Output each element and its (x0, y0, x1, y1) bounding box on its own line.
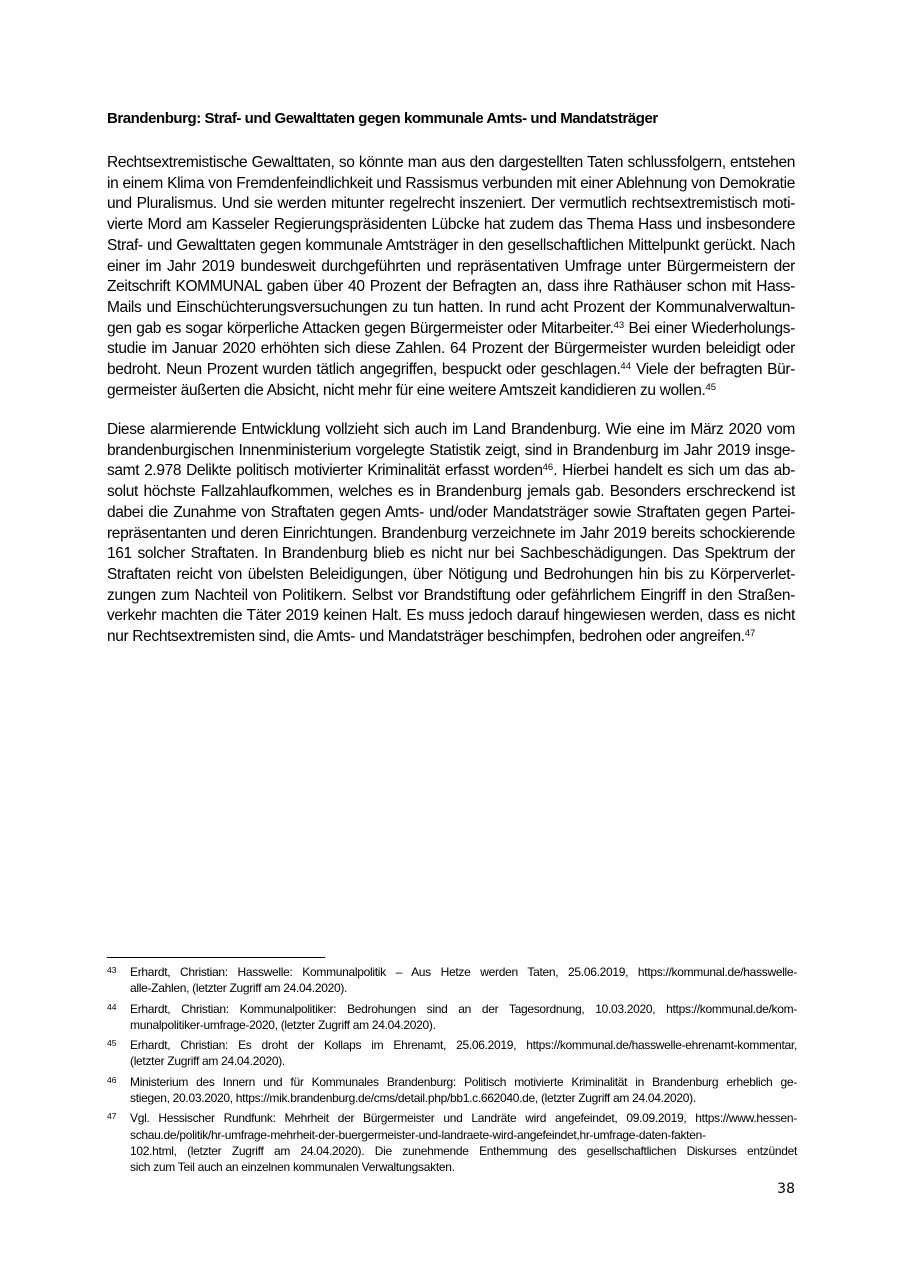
page-number: 38 (777, 1181, 795, 1197)
footnote-number: 45 (107, 1038, 117, 1049)
footnote-line: Ministerium des Innern und für Kommunales Brandenburg: Politisch motivierte Kriminalität in Brandenburg erheblich ge- (130, 1074, 797, 1089)
paragraph-line: repräsentanten und deren Einrichtungen. Brandenburg verzeichnete im Jahr 2019 bereits schockierende (107, 524, 795, 542)
footnote-text (130, 1110, 797, 1175)
footnote-line: 102.html, (letzter Zugriff am 24.04.2020). Die zunehmende Enthemmung des gesellschaftlichen Diskurses entzündet (130, 1143, 797, 1158)
footnote-line: Erhardt, Christian: Hasswelle: Kommunalpolitik – Aus Hetze werden Taten, 25.06.2019, https://kommunal.de/hasswelle- (130, 965, 797, 979)
paragraph-2 (107, 420, 795, 648)
footnote-ref-46[interactable]: 46 (542, 462, 554, 474)
paragraph-line: einer im Jahr 2019 bundesweit durchgeführten und repräsentativen Umfrage unter Bürgermeistern der (107, 257, 795, 275)
paragraph-line (107, 360, 795, 381)
paragraph-line: Straftaten reicht von übelsten Beleidigungen, über Nötigung und Bedrohungen hin bis zu Körperverlet- (107, 565, 795, 583)
text-run: Viele der befragten Bür- (631, 361, 795, 379)
footnote-text (130, 964, 797, 997)
footnote-text (130, 1074, 797, 1107)
paragraph-line: dabei die Zunahme von Straftaten gegen Amts- und/oder Mandatsträger sowie Straftaten gegen Partei- (107, 503, 795, 521)
paragraph-line: und Pluralismus. Und sie werden mitunter regelrecht inszeniert. Der vermutlich rechtsextremistisch moti- (107, 195, 795, 213)
footnote-number: 44 (107, 1001, 117, 1012)
text-run: germeister äußerten die Absicht, nicht mehr für eine weitere Amtszeit kandidieren zu wollen. (107, 381, 706, 399)
footnote-ref-45[interactable]: 45 (705, 381, 717, 393)
footnote-line: schau.de/politik/hr-umfrage-mehrheit-der-buergermeister-und-landraete-wird-angefeindet,hr-umfrage-daten-fakten- (130, 1127, 706, 1142)
footnote-text (130, 1037, 797, 1070)
paragraph-line (107, 319, 795, 340)
paragraph-line: in einem Klima von Fremdenfeindlichkeit und Rassismus verbunden mit einer Ablehnung von Demokratie (107, 174, 795, 192)
footnote-line: alle-Zahlen, (letzter Zugriff am 24.04.2020). (130, 981, 348, 996)
footnotes (107, 964, 797, 1180)
footnote-number: 47 (107, 1111, 117, 1122)
footnote-line: sich zum Teil auch an einzelnen kommunalen Verwaltungsakten. (130, 1160, 455, 1175)
text-run: bedroht. Neun Prozent wurden tätlich angegriffen, bespuckt oder geschlagen. (107, 361, 621, 379)
paragraph-line: Mails und Einschüchterungsversuchungen zu tun hatten. In rund acht Prozent der Kommunalverwaltun- (107, 298, 795, 316)
paragraph-1 (107, 153, 795, 401)
text-run: gen gab es sogar körperliche Attacken gegen Bürgermeister oder Mitarbeiter. (107, 319, 614, 337)
footnote-number: 43 (107, 965, 117, 975)
paragraph-line: Straf- und Gewalttaten gegen kommunale Amtsträger in den gesellschaftlichen Mittelpunkt gerückt. Nach (107, 236, 795, 254)
paragraph-line (107, 381, 795, 402)
text-run: Bei einer Wiederholungs- (624, 319, 795, 337)
footnote-line: munalpolitiker-umfrage-2020, (letzter Zugriff am 24.04.2020). (130, 1017, 436, 1032)
footnote-44 (107, 1001, 797, 1034)
paragraph-line: zungen zum Nachteil von Politikern. Selbst vor Brandstiftung oder gefährlichem Eingriff in den Straßen- (107, 586, 795, 604)
paragraph-line: Diese alarmierende Entwicklung vollzieht sich auch im Land Brandenburg. Wie eine im März 2020 vom (107, 421, 795, 438)
footnote-line: Erhardt, Christian: Kommunalpolitiker: Bedrohungen sind an der Tagesordnung, 10.03.2020, https://kommunal.de/kom- (130, 1001, 797, 1016)
footnote-43 (107, 964, 797, 997)
footnote-line: (letzter Zugriff am 24.04.2020). (130, 1054, 285, 1069)
footnote-text (130, 1001, 797, 1034)
footnote-line: Vgl. Hessischer Rundfunk: Mehrheit der Bürgermeister und Landräte wird angefeindet, 09.09.2019, https://www.hessen- (130, 1111, 797, 1126)
section-heading: Brandenburg: Straf- und Gewalttaten gegen kommunale Amts- und Mandatsträger (107, 110, 658, 127)
paragraph-line: studie im Januar 2020 erhöhten sich diese Zahlen. 64 Prozent der Bürgermeister wurden beleidigt oder (107, 340, 795, 358)
footnote-45 (107, 1037, 797, 1070)
paragraph-line (107, 461, 795, 482)
paragraph-line: solut höchste Fallzahlaufkommen, welches es in Brandenburg jemals gab. Besonders erschreckend ist (107, 483, 795, 501)
text-run: . Hierbei handelt es sich um das ab- (553, 462, 795, 480)
footnote-ref-44[interactable]: 44 (620, 361, 631, 373)
text-run: samt 2.978 Delikte politisch motivierter Kriminalität erfasst worden (107, 462, 543, 480)
footnote-number: 46 (107, 1074, 117, 1085)
footnote-line: stiegen, 20.03.2020, https://mik.brandenburg.de/cms/detail.php/bb1.c.662040.de, (letzter Zugriff am 24.04.2020). (130, 1091, 696, 1106)
footnote-line: Erhardt, Christian: Es droht der Kollaps im Ehrenamt, 25.06.2019, https://kommunal.de/hasswelle-ehrenamt-kommentar, (130, 1038, 797, 1053)
text-run: nur Rechtsextremisten sind, die Amts- und Mandatsträger beschimpfen, bedrohen oder angreifen. (107, 628, 745, 646)
footnote-47 (107, 1110, 797, 1175)
footnote-ref-43[interactable]: 43 (613, 319, 625, 331)
paragraph-line: vierte Mord am Kasseler Regierungspräsidenten Lübcke hat zudem das Thema Hass und insbesondere (107, 216, 795, 234)
paragraph-line: brandenburgischen Innenministerium vorgelegte Statistik zeigt, sind in Brandenburg im Jahr 2019 insge- (107, 441, 795, 459)
paragraph-line: 161 solcher Straftaten. In Brandenburg blieb es nicht nur bei Sachbeschädigungen. Das Spektrum der (107, 545, 795, 563)
footnote-46 (107, 1074, 797, 1107)
paragraph-line (107, 627, 795, 648)
paragraph-line: Rechtsextremistische Gewalttaten, so könnte man aus den dargestellten Taten schlussfolgern, entstehen (107, 154, 795, 171)
footnote-ref-47[interactable]: 47 (744, 628, 756, 640)
paragraph-line: verkehr machten die Täter 2019 keinen Halt. Es muss jedoch darauf hingewiesen werden, dass es nicht (107, 607, 795, 625)
footnote-separator (107, 957, 325, 958)
paragraph-line: Zeitschrift KOMMUNAL gaben über 40 Prozent der Befragten an, dass ihre Rathäuser schon mit Hass- (107, 278, 795, 296)
